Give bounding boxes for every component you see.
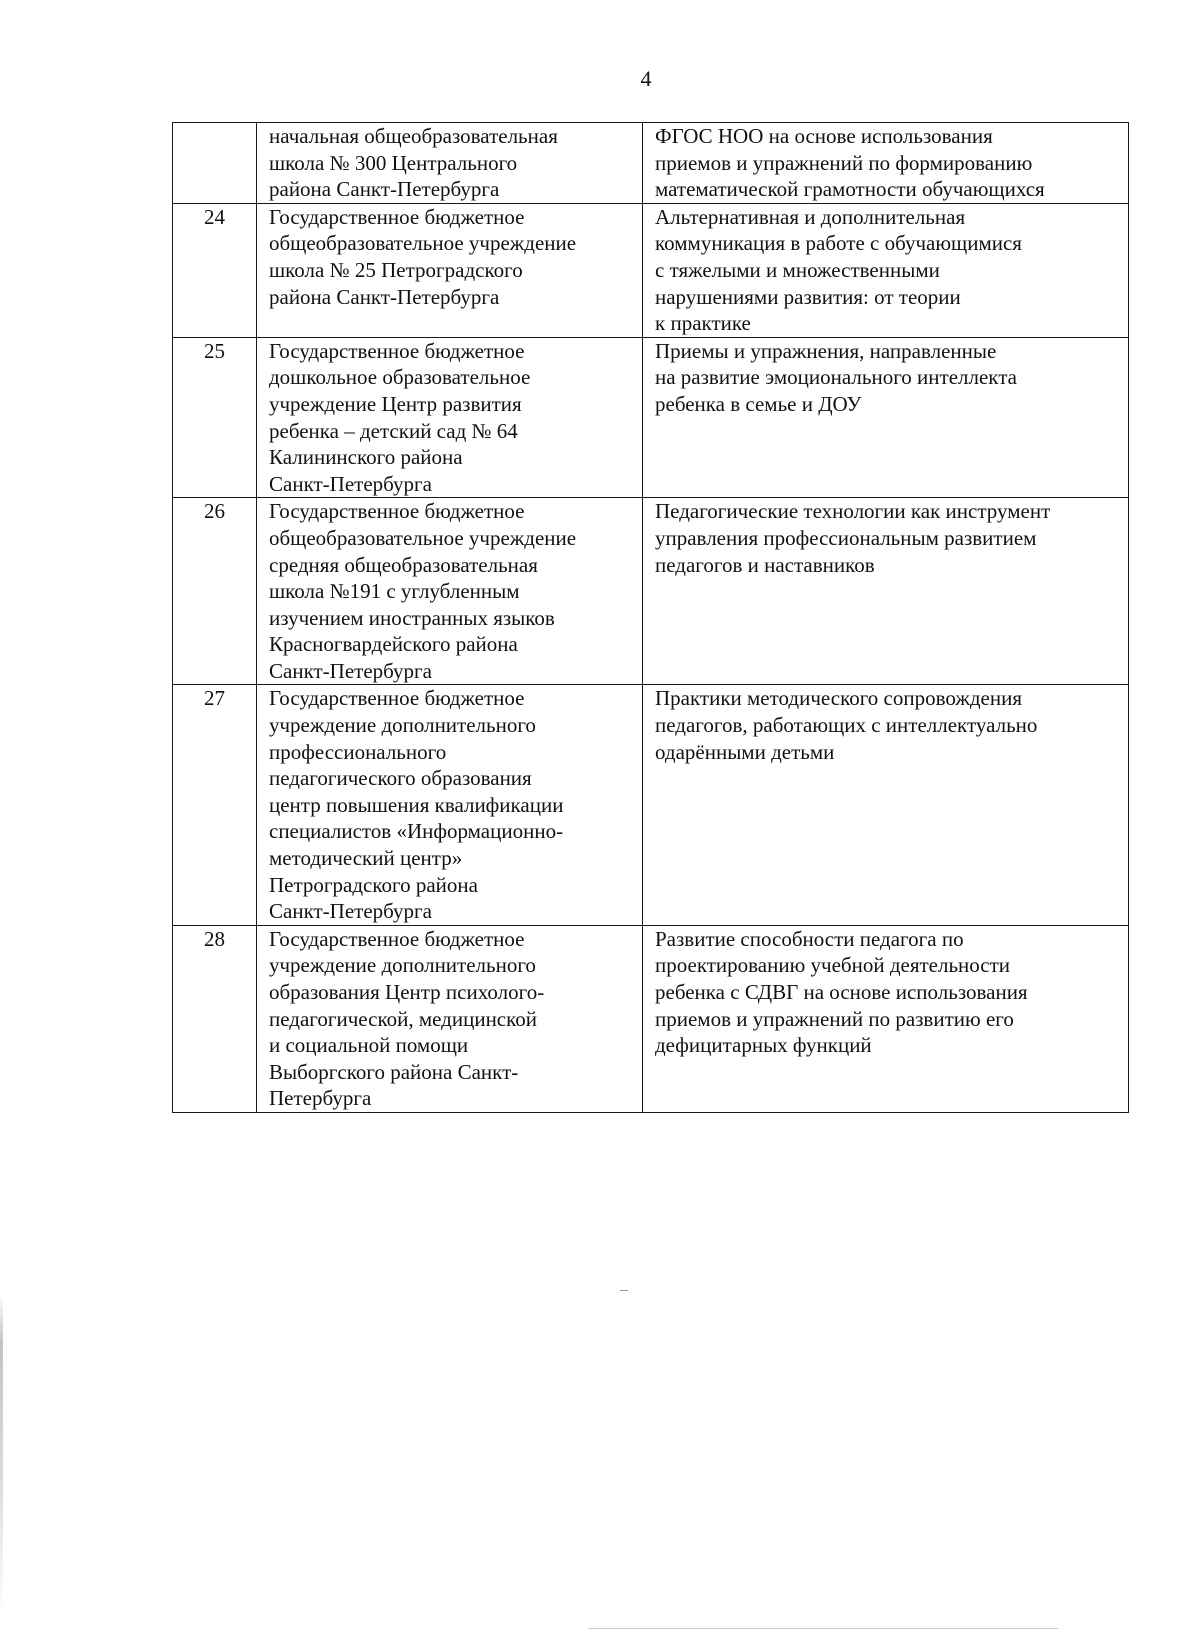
topic-line: Альтернативная и дополнительная — [655, 204, 966, 229]
topic-line: управления профессиональным развитием — [655, 525, 1037, 550]
row-number: 24 — [204, 204, 225, 229]
organization-line: педагогической, медицинской — [269, 1006, 537, 1031]
topic-line: Приемы и упражнения, направленные — [655, 338, 997, 363]
organization-line: учреждение дополнительного — [269, 713, 536, 738]
organization-line: Петербурга — [269, 1086, 372, 1111]
organization-line: специалистов «Информационно- — [269, 819, 564, 844]
organization-line: района Санкт-Петербурга — [269, 177, 500, 202]
topic-cell — [643, 123, 1129, 204]
topic-line: проектированию учебной деятельности — [655, 953, 1011, 978]
topic-line: к практике — [655, 311, 751, 336]
topic-line: одарёнными детьми — [655, 739, 835, 764]
organization-line: профессионального — [269, 739, 447, 764]
organization-line: Петроградского района — [269, 872, 478, 897]
table-row — [173, 123, 1129, 204]
row-number-cell — [173, 925, 257, 1112]
table-row — [173, 925, 1129, 1112]
topic-line: ребенка в семье и ДОУ — [655, 391, 862, 416]
topic-line: Развитие способности педагога по — [655, 926, 964, 951]
topic-cell — [643, 685, 1129, 925]
organization-line: Санкт-Петербурга — [269, 471, 432, 496]
row-number: 27 — [204, 686, 225, 711]
organization-line: общеобразовательное учреждение — [269, 231, 577, 256]
organization-line: педагогического образования — [269, 766, 532, 791]
table-row — [173, 685, 1129, 925]
topic-line: Педагогические технологии как инструмент — [655, 499, 1051, 524]
organization-line: района Санкт-Петербурга — [269, 284, 500, 309]
organization-line: Государственное бюджетное — [269, 686, 525, 711]
row-number-cell — [173, 203, 257, 337]
topic-line: дефицитарных функций — [655, 1033, 872, 1058]
organization-line: и социальной помощи — [269, 1033, 469, 1058]
scan-artifact — [620, 1290, 628, 1291]
organization-line: средняя общеобразовательная — [269, 552, 538, 577]
topic-line: коммуникация в работе с обучающимися — [655, 231, 1022, 256]
topic-line: приемов и упражнений по формированию — [655, 150, 1033, 175]
organization-line: учреждение дополнительного — [269, 953, 536, 978]
topic-line: нарушениями развития: от теории — [655, 284, 961, 309]
page-number: 4 — [640, 66, 652, 91]
topic-line: педагогов, работающих с интеллектуально — [655, 713, 1038, 738]
topic-line: на развитие эмоционального интеллекта — [655, 365, 1017, 390]
organization-line: учреждение Центр развития — [269, 391, 522, 416]
organization-line: методический центр» — [269, 846, 463, 871]
organization-cell — [257, 498, 643, 685]
row-number-cell — [173, 685, 257, 925]
organization-line: Красногвардейского района — [269, 632, 518, 657]
organization-line: Государственное бюджетное — [269, 499, 525, 524]
topic-cell — [643, 203, 1129, 337]
organization-line: ребенка – детский сад № 64 — [269, 418, 518, 443]
table-body — [173, 123, 1129, 1113]
topic-line: ребенка с СДВГ на основе использования — [655, 980, 1028, 1004]
organization-line: Государственное бюджетное — [269, 926, 525, 951]
row-number-cell — [173, 123, 257, 204]
organization-line: дошкольное образовательное — [269, 365, 531, 390]
topic-line: педагогов и наставников — [655, 552, 875, 577]
topic-line: ФГОС НОО на основе использования — [655, 124, 993, 148]
organization-line: изучением иностранных языков — [269, 605, 555, 630]
organization-line: школа № 300 Центрального — [269, 150, 518, 175]
topic-line: математической грамотности обучающихся — [655, 177, 1045, 202]
row-number-cell — [173, 337, 257, 498]
organization-cell — [257, 925, 643, 1112]
institutions-table — [172, 122, 1129, 1113]
organization-line: школа № 25 Петроградского — [269, 257, 523, 282]
organization-cell — [257, 203, 643, 337]
organization-line: Санкт-Петербурга — [269, 658, 432, 683]
organization-line: образования Центр психолого- — [269, 980, 545, 1004]
organization-line: центр повышения квалификации — [269, 792, 564, 817]
organization-cell — [257, 123, 643, 204]
row-number: 26 — [204, 499, 225, 524]
topic-cell — [643, 337, 1129, 498]
organization-line: Калининского района — [269, 445, 463, 470]
organization-line: школа №191 с углубленным — [269, 579, 520, 604]
topic-line: Практики методического сопровождения — [655, 686, 1023, 711]
organization-line: Государственное бюджетное — [269, 204, 525, 229]
organization-line: Государственное бюджетное — [269, 338, 525, 363]
row-number-cell — [173, 498, 257, 685]
table-row — [173, 337, 1129, 498]
scan-edge-shadow — [0, 1295, 3, 1615]
row-number: 25 — [204, 338, 225, 363]
organization-line: Санкт-Петербурга — [269, 899, 432, 924]
scan-bottom-line — [588, 1628, 1058, 1629]
organization-line: начальная общеобразовательная — [269, 124, 558, 148]
row-number: 28 — [204, 926, 225, 951]
organization-cell — [257, 685, 643, 925]
topic-cell — [643, 925, 1129, 1112]
organization-line: общеобразовательное учреждение — [269, 525, 577, 550]
organization-cell — [257, 337, 643, 498]
topic-cell — [643, 498, 1129, 685]
topic-line: с тяжелыми и множественными — [655, 257, 940, 282]
organization-line: Выборгского района Санкт- — [269, 1059, 519, 1084]
table-row — [173, 203, 1129, 337]
table-row — [173, 498, 1129, 685]
topic-line: приемов и упражнений по развитию его — [655, 1006, 1014, 1031]
